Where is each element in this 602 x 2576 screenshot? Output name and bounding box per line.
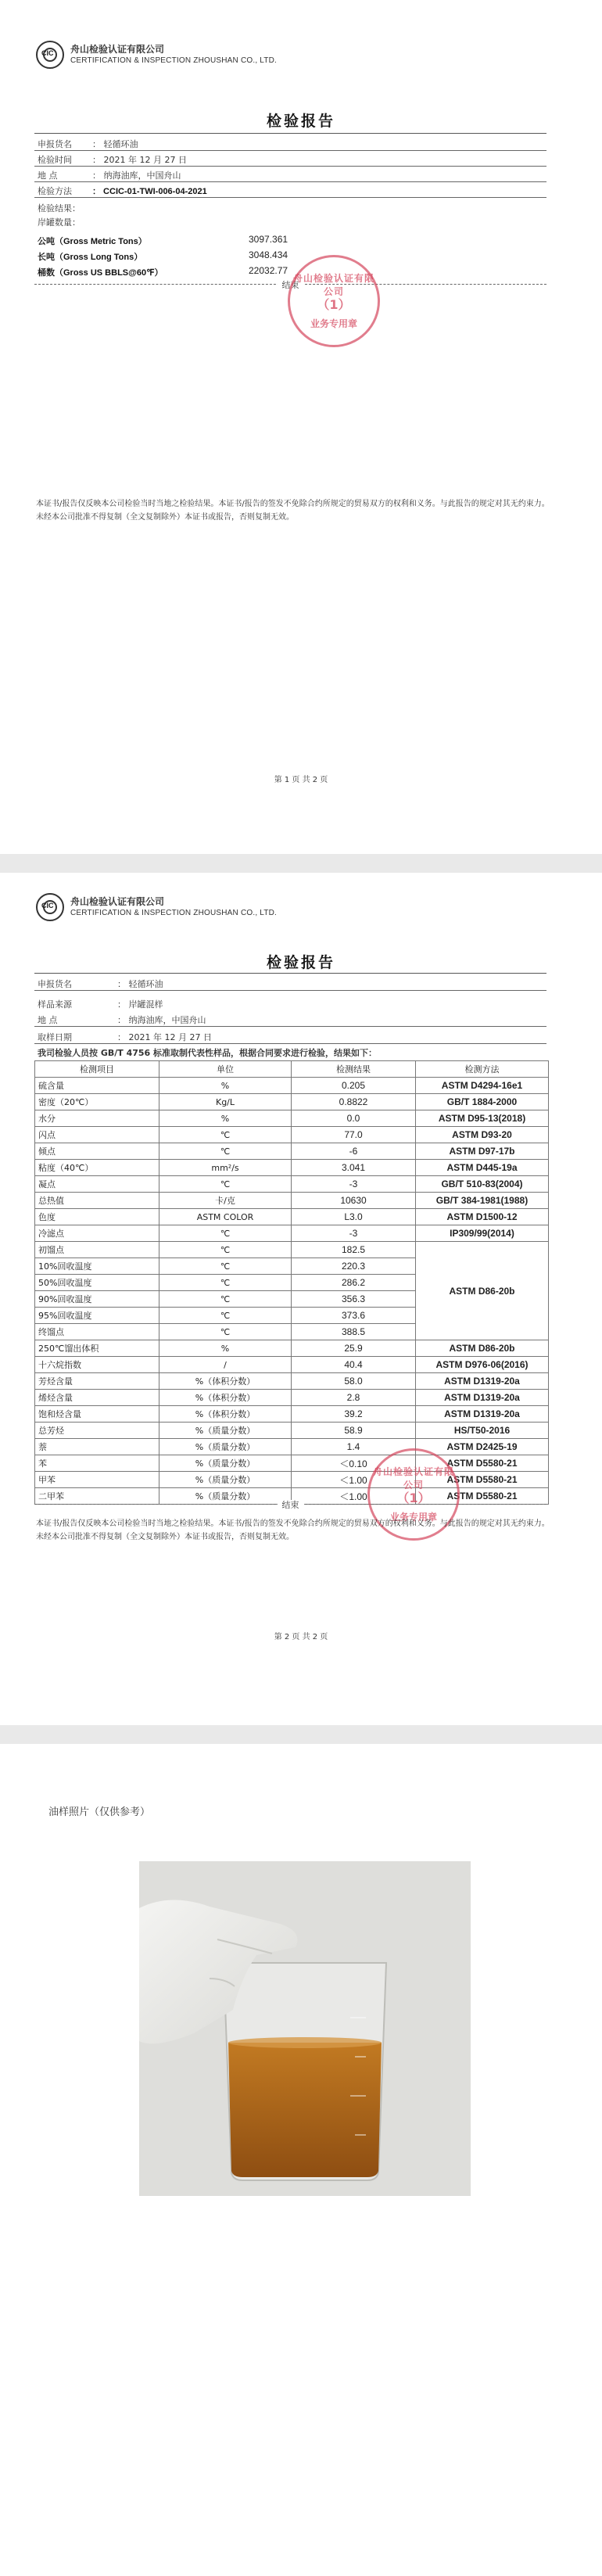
test-item-cell: 闪点 — [35, 1127, 159, 1143]
page-number: 第 1 页 共 2 页 — [274, 776, 328, 784]
unit-cell: ℃ — [159, 1258, 292, 1275]
test-item-cell: 萘 — [35, 1439, 159, 1455]
result-cell: ＜1.00 — [292, 1472, 416, 1488]
result-cell: 373.6 — [292, 1308, 416, 1324]
result-cell: 388.5 — [292, 1324, 416, 1340]
photo-title: 油样照片（仅供参考） — [48, 1806, 151, 1818]
sample-photo-section — [0, 1744, 602, 2576]
field-value: ： 纳海油库，中国舟山 — [92, 170, 181, 181]
unit-cell: ℃ — [159, 1176, 292, 1193]
result-cell: 356.3 — [292, 1291, 416, 1308]
column-header: 检测结果 — [292, 1061, 416, 1078]
unit-cell: ℃ — [159, 1275, 292, 1291]
method-cell: ASTM D445-19a — [416, 1160, 549, 1176]
unit-cell: mm²/s — [159, 1160, 292, 1176]
column-header: 单位 — [159, 1061, 292, 1078]
field-value: ： 2021 年 12 月 27 日 — [117, 1032, 212, 1042]
table-row — [35, 1439, 549, 1455]
field-label: 申报货名 — [38, 979, 72, 989]
method-cell: HS/T50-2016 — [416, 1423, 549, 1439]
unit-cell: %（质量分数） — [159, 1455, 292, 1472]
results-heading: 检验结果： — [38, 203, 81, 213]
unit-cell: %（质量分数） — [159, 1488, 292, 1505]
method-cell: ASTM D5580-21 — [416, 1472, 549, 1488]
test-item-cell: 总芳烃 — [35, 1423, 159, 1439]
table-row — [35, 1176, 549, 1193]
beaker-icon — [139, 1861, 471, 2196]
field-label: 申报货名 — [38, 139, 72, 149]
table-row — [35, 1094, 549, 1110]
test-item-cell: 50%回收温度 — [35, 1275, 159, 1291]
tank-quantity-heading: 岸罐数量： — [38, 217, 81, 228]
result-cell: 220.3 — [292, 1258, 416, 1275]
unit-cell: %（质量分数） — [159, 1423, 292, 1439]
test-item-cell: 90%回收温度 — [35, 1291, 159, 1308]
company-name-en: CERTIFICATION & INSPECTION ZHOUSHAN CO., LTD. — [70, 909, 278, 917]
table-row — [35, 1340, 549, 1357]
field-value: ： 纳海油库，中国舟山 — [117, 1015, 206, 1025]
method-cell: ASTM D95-13(2018) — [416, 1110, 549, 1127]
page-number: 第 2 页 共 2 页 — [274, 1633, 328, 1641]
method-value: ： CCIC-01-TWI-006-04-2021 — [92, 187, 207, 196]
test-item-cell: 苯 — [35, 1455, 159, 1472]
test-item-cell: 初馏点 — [35, 1242, 159, 1258]
company-logo-icon: CIC — [36, 41, 64, 69]
quantity-label: 公吨（Gross Metric Tons） — [38, 237, 147, 246]
method-cell: ASTM D97-17b — [416, 1143, 549, 1160]
unit-cell: ℃ — [159, 1291, 292, 1308]
method-cell: ASTM D5580-21 — [416, 1455, 549, 1472]
table-row — [35, 1390, 549, 1406]
unit-cell: % — [159, 1340, 292, 1357]
method-cell: ASTM D5580-21 — [416, 1488, 549, 1505]
field-label: 取样日期 — [38, 1032, 72, 1042]
field-label: 地 点 — [38, 170, 58, 181]
page-title: 检验报告 — [266, 113, 335, 130]
method-cell: ASTM D86-20b — [416, 1242, 549, 1340]
method-cell: ASTM D93-20 — [416, 1127, 549, 1143]
field-value: ： 2021 年 12 月 27 日 — [92, 155, 187, 165]
table-row — [35, 1078, 549, 1094]
result-cell: -3 — [292, 1176, 416, 1193]
disclaimer-text: 本证书/报告仅反映本公司检验当时当地之检验结果。本证书/报告的签发不免除合约所规定的贸易双方的权利和义务。与此报告的规定对其无约束力。未经本公司批准不得复制（全文复制除外）本证书或报告，否则复制无效。 — [36, 500, 550, 522]
field-label: 地 点 — [38, 1015, 58, 1025]
quantity-label: 长吨（Gross Long Tons） — [38, 253, 143, 262]
method-cell: ASTM D1319-20a — [416, 1390, 549, 1406]
column-header: 检测方法 — [416, 1061, 549, 1078]
result-cell: ＜0.10 — [292, 1455, 416, 1472]
results-table — [34, 1060, 549, 1505]
table-header-row — [35, 1061, 549, 1078]
table-row — [35, 1357, 549, 1373]
method-cell: ASTM D2425-19 — [416, 1439, 549, 1455]
table-row — [35, 1455, 549, 1472]
test-item-cell: 250℃馏出体积 — [35, 1340, 159, 1357]
test-item-cell: 冷滤点 — [35, 1225, 159, 1242]
table-row — [35, 1242, 549, 1258]
column-header: 检测项目 — [35, 1061, 159, 1078]
test-item-cell: 10%回收温度 — [35, 1258, 159, 1275]
table-row — [35, 1423, 549, 1439]
unit-cell: %（体积分数） — [159, 1406, 292, 1423]
unit-cell: %（体积分数） — [159, 1373, 292, 1390]
test-item-cell: 终馏点 — [35, 1324, 159, 1340]
method-cell: IP309/99(2014) — [416, 1225, 549, 1242]
table-row — [35, 1127, 549, 1143]
test-item-cell: 芳烃含量 — [35, 1373, 159, 1390]
company-name-cn: 舟山检验认证有限公司 — [70, 896, 165, 907]
company-seal-icon: 舟山检验认证有限公司 （1） 业务专用章 — [367, 1448, 460, 1541]
unit-cell: % — [159, 1110, 292, 1127]
unit-cell: % — [159, 1078, 292, 1094]
unit-cell: ℃ — [159, 1225, 292, 1242]
page-separator — [0, 854, 602, 873]
method-cell: ASTM D1500-12 — [416, 1209, 549, 1225]
page-title: 检验报告 — [266, 954, 335, 971]
unit-cell: 卡/克 — [159, 1193, 292, 1209]
method-cell: GB/T 510-83(2004) — [416, 1176, 549, 1193]
test-item-cell: 十六烷指数 — [35, 1357, 159, 1373]
end-marker: 结束 — [34, 1498, 546, 1511]
end-marker: 结束 — [34, 278, 546, 291]
report-page-1 — [0, 0, 602, 854]
test-item-cell: 甲苯 — [35, 1472, 159, 1488]
test-item-cell: 粘度（40℃） — [35, 1160, 159, 1176]
result-cell: 0.8822 — [292, 1094, 416, 1110]
table-row — [35, 1209, 549, 1225]
method-cell: ASTM D976-06(2016) — [416, 1357, 549, 1373]
test-item-cell: 凝点 — [35, 1176, 159, 1193]
result-cell: 286.2 — [292, 1275, 416, 1291]
quantity-value: 3048.434 — [249, 249, 288, 260]
unit-cell: ℃ — [159, 1324, 292, 1340]
report-page-2 — [0, 873, 602, 1725]
result-cell: ＜1.00 — [292, 1488, 416, 1505]
result-cell: 3.041 — [292, 1160, 416, 1176]
test-item-cell: 水分 — [35, 1110, 159, 1127]
quantity-label: 桶数（Gross US BBLS@60℉） — [38, 268, 163, 278]
results-table-body — [35, 1078, 549, 1505]
result-cell: L3.0 — [292, 1209, 416, 1225]
test-item-cell: 倾点 — [35, 1143, 159, 1160]
result-cell: 39.2 — [292, 1406, 416, 1423]
quantity-value: 3097.361 — [249, 234, 288, 245]
disclaimer-text: 本证书/报告仅反映本公司检验当时当地之检验结果。本证书/报告的签发不免除合约所规定的贸易双方的权利和义务。与此报告的规定对其无约束力。未经本公司批准不得复制（全文复制除外）本证书或报告，否则复制无效。 — [36, 1519, 550, 1541]
title-divider — [34, 973, 546, 974]
company-name-cn: 舟山检验认证有限公司 — [70, 44, 165, 55]
unit-cell: ℃ — [159, 1242, 292, 1258]
unit-cell: ASTM COLOR — [159, 1209, 292, 1225]
table-row — [35, 1225, 549, 1242]
result-cell: 2.8 — [292, 1390, 416, 1406]
result-cell: 58.9 — [292, 1423, 416, 1439]
company-name-en: CERTIFICATION & INSPECTION ZHOUSHAN CO., LTD. — [70, 56, 278, 65]
result-cell: -6 — [292, 1143, 416, 1160]
field-label: 检验方法 — [38, 186, 72, 196]
unit-cell: Kg/L — [159, 1094, 292, 1110]
test-item-cell: 饱和烃含量 — [35, 1406, 159, 1423]
field-value: ： 轻循环油 — [117, 979, 163, 989]
table-row — [35, 1472, 549, 1488]
result-cell: 40.4 — [292, 1357, 416, 1373]
result-cell: 77.0 — [292, 1127, 416, 1143]
result-cell: -3 — [292, 1225, 416, 1242]
page-separator — [0, 1725, 602, 1744]
test-item-cell: 硫含量 — [35, 1078, 159, 1094]
table-row — [35, 1193, 549, 1209]
field-value: ： 岸罐混样 — [117, 999, 163, 1010]
result-cell: 0.205 — [292, 1078, 416, 1094]
field-label: 样品来源 — [38, 999, 72, 1010]
test-item-cell: 色度 — [35, 1209, 159, 1225]
unit-cell: %（质量分数） — [159, 1472, 292, 1488]
unit-cell: ℃ — [159, 1127, 292, 1143]
method-cell: ASTM D1319-20a — [416, 1373, 549, 1390]
unit-cell: / — [159, 1357, 292, 1373]
test-item-cell: 烯烃含量 — [35, 1390, 159, 1406]
unit-cell: ℃ — [159, 1308, 292, 1324]
company-seal-icon: 舟山检验认证有限公司 （1） 业务专用章 — [288, 255, 380, 347]
unit-cell: ℃ — [159, 1143, 292, 1160]
table-row — [35, 1373, 549, 1390]
oil-sample-photo — [139, 1861, 471, 2196]
result-cell: 182.5 — [292, 1242, 416, 1258]
table-row — [35, 1406, 549, 1423]
result-cell: 0.0 — [292, 1110, 416, 1127]
field-value: ： 轻循环油 — [92, 139, 138, 149]
result-cell: 1.4 — [292, 1439, 416, 1455]
result-cell: 10630 — [292, 1193, 416, 1209]
table-row — [35, 1110, 549, 1127]
result-cell: 25.9 — [292, 1340, 416, 1357]
unit-cell: %（体积分数） — [159, 1390, 292, 1406]
method-cell: ASTM D1319-20a — [416, 1406, 549, 1423]
test-item-cell: 二甲苯 — [35, 1488, 159, 1505]
method-cell: ASTM D4294-16e1 — [416, 1078, 549, 1094]
test-item-cell: 95%回收温度 — [35, 1308, 159, 1324]
test-item-cell: 密度（20℃） — [35, 1094, 159, 1110]
title-divider — [34, 133, 546, 134]
test-item-cell: 总热值 — [35, 1193, 159, 1209]
company-logo-icon: CIC — [36, 893, 64, 921]
table-row — [35, 1143, 549, 1160]
result-cell: 58.0 — [292, 1373, 416, 1390]
method-cell: ASTM D86-20b — [416, 1340, 549, 1357]
unit-cell: %（质量分数） — [159, 1439, 292, 1455]
method-cell: GB/T 1884-2000 — [416, 1094, 549, 1110]
quantity-value: 22032.77 — [249, 265, 288, 276]
table-row — [35, 1160, 549, 1176]
sampling-intro: 我司检验人员按 GB/T 4756 标准取制代表性样品，根据合同要求进行检验，结果如下： — [38, 1048, 378, 1058]
field-label: 检验时间 — [38, 155, 72, 165]
method-cell: GB/T 384-1981(1988) — [416, 1193, 549, 1209]
